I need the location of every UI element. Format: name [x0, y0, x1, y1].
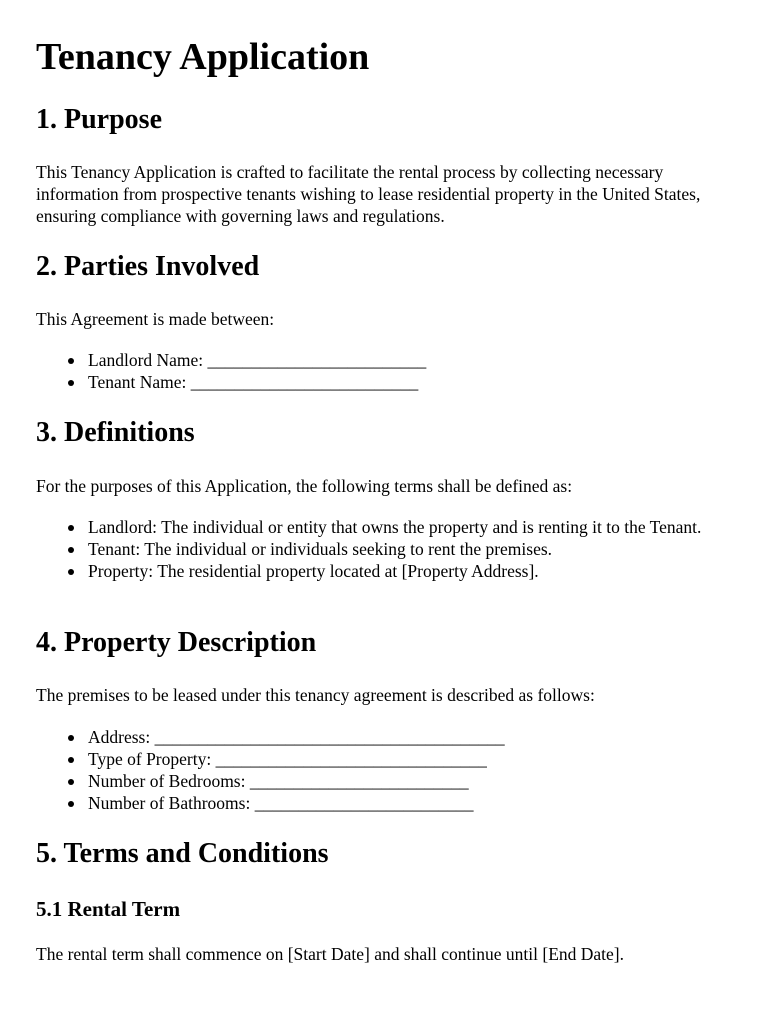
rental-term-paragraph: The rental term shall commence on [Start Date] and shall continue until [End Date].: [36, 944, 624, 964]
property-description-list: [36, 726, 748, 814]
subsection-heading-rental-term: 5.1 Rental Term: [36, 897, 181, 921]
section-heading-purpose: 1. Purpose: [36, 104, 162, 135]
list-item-landlord-name: Landlord Name: _________________________: [88, 349, 748, 371]
section-heading-property-description: 4. Property Description: [36, 627, 317, 658]
section-heading-definitions: 3. Definitions: [36, 417, 195, 448]
list-item-property-definition: Property: The residential property located at [Property Address].: [88, 560, 748, 582]
list-item-bathrooms: Number of Bathrooms: _________________________: [88, 792, 748, 814]
section-heading-terms-and-conditions: 5. Terms and Conditions: [36, 838, 329, 869]
list-item-landlord-definition: Landlord: The individual or entity that owns the property and is renting it to the Tenant.: [88, 516, 748, 538]
document-title: Tenancy Application: [36, 36, 370, 78]
definitions-intro-paragraph: For the purposes of this Application, the following terms shall be defined as:: [36, 476, 573, 496]
list-item-address: Address: ________________________________________: [88, 726, 748, 748]
parties-list: [36, 349, 748, 393]
list-item-bedrooms: Number of Bedrooms: _________________________: [88, 770, 748, 792]
definitions-list: [36, 516, 748, 582]
list-item-property-type: Type of Property: _______________________________: [88, 748, 748, 770]
list-item-tenant-definition: Tenant: The individual or individuals seeking to rent the premises.: [88, 538, 748, 560]
property-intro-paragraph: The premises to be leased under this tenancy agreement is described as follows:: [36, 685, 595, 705]
section-heading-parties-involved: 2. Parties Involved: [36, 251, 260, 282]
parties-intro-paragraph: This Agreement is made between:: [36, 309, 275, 329]
purpose-paragraph: This Tenancy Application is crafted to facilitate the rental process by collecting necessary information from prospective tenants wishing to lease residential property in the United States, ensuring compliance with governing laws and regulations.: [36, 162, 701, 226]
list-item-tenant-name: Tenant Name: __________________________: [88, 371, 748, 393]
